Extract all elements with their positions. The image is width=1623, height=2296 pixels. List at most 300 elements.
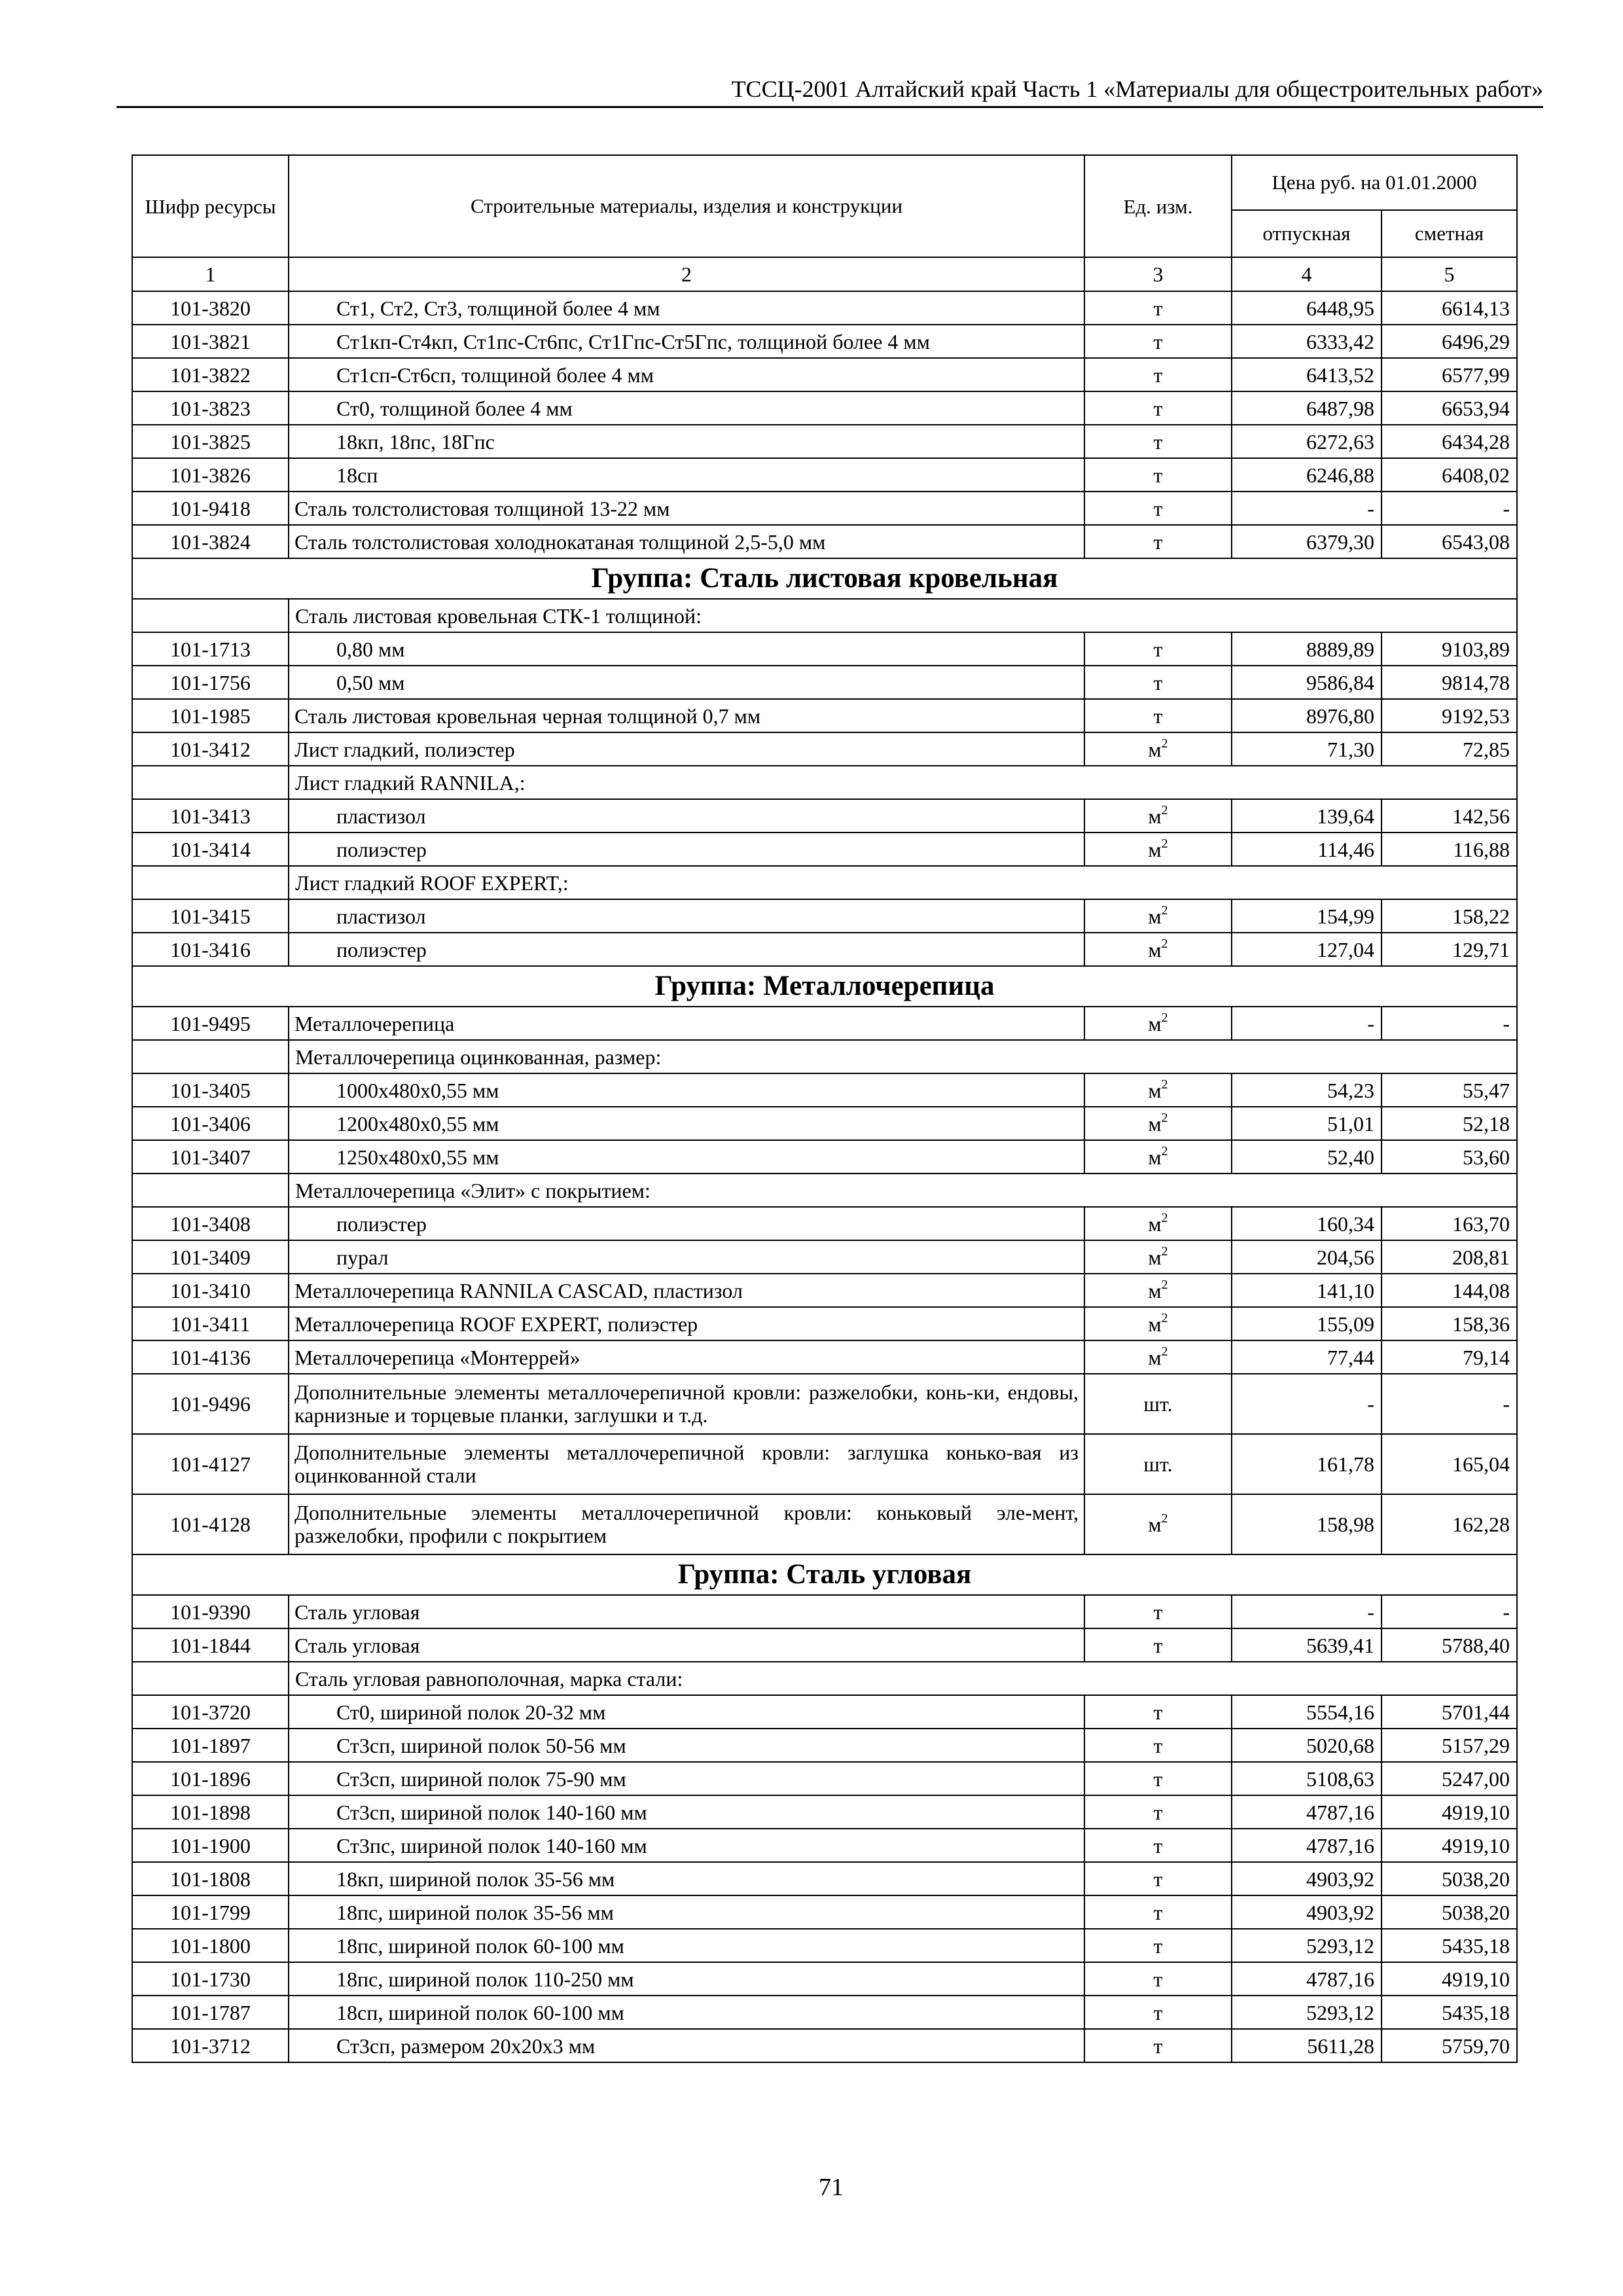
- price-estimate: 5247,00: [1382, 1762, 1517, 1795]
- header-code: Шифр ресурсы: [132, 155, 289, 257]
- table-row: [132, 1307, 1517, 1340]
- unit: [1084, 1307, 1232, 1340]
- table-row: [132, 1895, 1517, 1929]
- price-estimate: 142,56: [1382, 799, 1517, 833]
- unit: [1084, 458, 1232, 492]
- price-estimate: 6614,13: [1382, 291, 1517, 325]
- material-name: 18сп, шириной полок 60-100 мм: [289, 1996, 1084, 2029]
- table-row: [132, 1274, 1517, 1307]
- unit-text: т: [1153, 1867, 1163, 1891]
- material-name: Металлочерепица: [289, 1007, 1084, 1040]
- material-name: 1200x480x0,55 мм: [289, 1107, 1084, 1140]
- material-name: 18пс, шириной полок 35-56 мм: [289, 1895, 1084, 1929]
- price-estimate: 116,88: [1382, 833, 1517, 866]
- resource-code: 101-3407: [132, 1140, 289, 1174]
- unit-exponent: 2: [1161, 1511, 1168, 1526]
- unit: [1084, 1628, 1232, 1662]
- material-name: пластизол: [289, 799, 1084, 833]
- price-wholesale: 6246,88: [1232, 458, 1382, 492]
- price-estimate: 5701,44: [1382, 1695, 1517, 1729]
- table-row: [132, 1962, 1517, 1996]
- resource-code: 101-1787: [132, 1996, 289, 2029]
- unit-text: т: [1153, 429, 1163, 454]
- resource-code: 101-3826: [132, 458, 289, 492]
- price-estimate: 5759,70: [1382, 2029, 1517, 2062]
- price-wholesale: 158,98: [1232, 1494, 1382, 1554]
- material-name: Ст0, толщиной более 4 мм: [289, 391, 1084, 425]
- table-row: [132, 325, 1517, 358]
- unit-text: шт.: [1143, 1452, 1173, 1476]
- material-name: пурал: [289, 1240, 1084, 1274]
- material-name: 18сп: [289, 458, 1084, 492]
- material-name: Металлочерепица «Монтеррей»: [289, 1340, 1084, 1374]
- resource-code: 101-3823: [132, 391, 289, 425]
- unit: [1084, 425, 1232, 458]
- unit-text: м: [1148, 1111, 1162, 1136]
- unit-exponent: 2: [1161, 1277, 1168, 1292]
- unit: [1084, 1494, 1232, 1554]
- resource-code: 101-3712: [132, 2029, 289, 2062]
- unit: [1084, 1795, 1232, 1829]
- price-estimate: 4919,10: [1382, 1962, 1517, 1996]
- unit-exponent: 2: [1161, 1110, 1168, 1125]
- unit-text: т: [1153, 2000, 1163, 2024]
- subheading-row: [132, 1040, 1517, 1073]
- price-wholesale: 154,99: [1232, 899, 1382, 933]
- unit-exponent: 2: [1161, 1010, 1168, 1025]
- resource-code: 101-3411: [132, 1307, 289, 1340]
- price-wholesale: 6379,30: [1232, 525, 1382, 558]
- material-name: Сталь толстолистовая толщиной 13-22 мм: [289, 492, 1084, 525]
- material-name: 18пс, шириной полок 60-100 мм: [289, 1929, 1084, 1962]
- unit: [1084, 1595, 1232, 1628]
- resource-code: 101-3405: [132, 1073, 289, 1107]
- subheading-row: [132, 1174, 1517, 1207]
- material-name: 1250x480x0,55 мм: [289, 1140, 1084, 1174]
- price-estimate: 5038,20: [1382, 1862, 1517, 1895]
- price-wholesale: 54,23: [1232, 1073, 1382, 1107]
- price-estimate: -: [1382, 492, 1517, 525]
- material-name: Сталь угловая: [289, 1595, 1084, 1628]
- group-heading-row: [132, 558, 1517, 599]
- unit-exponent: 2: [1161, 802, 1168, 817]
- material-name: Ст1кп-Ст4кп, Ст1пс-Ст6пс, Ст1Гпс-Ст5Гпс, толщиной более 4 мм: [289, 325, 1084, 358]
- material-name: Дополнительные элементы металлочерепичной кровли: коньковый эле-мент, разжелобки, профили с покрытием: [289, 1494, 1084, 1554]
- unit: [1084, 632, 1232, 666]
- unit: [1084, 1862, 1232, 1895]
- price-wholesale: 5108,63: [1232, 1762, 1382, 1795]
- price-estimate: 129,71: [1382, 933, 1517, 966]
- unit: [1084, 1007, 1232, 1040]
- material-name: Дополнительные элементы металлочерепичной кровли: заглушка конько-вая из оцинкованной стали: [289, 1434, 1084, 1494]
- table-row: [132, 391, 1517, 425]
- unit: [1084, 525, 1232, 558]
- price-estimate: 208,81: [1382, 1240, 1517, 1274]
- price-estimate: 5435,18: [1382, 1996, 1517, 2029]
- group-heading: Группа: Сталь листовая кровельная: [132, 558, 1517, 599]
- resource-code: 101-9390: [132, 1595, 289, 1628]
- unit-text: т: [1153, 496, 1163, 520]
- unit-exponent: 2: [1161, 1310, 1168, 1325]
- unit-text: т: [1153, 1967, 1163, 1991]
- price-wholesale: 5639,41: [1232, 1628, 1382, 1662]
- table-row: [132, 1729, 1517, 1762]
- price-estimate: 55,47: [1382, 1073, 1517, 1107]
- unit-text: т: [1153, 1900, 1163, 1924]
- table-row: [132, 492, 1517, 525]
- unit: [1084, 1073, 1232, 1107]
- price-estimate: 6543,08: [1382, 525, 1517, 558]
- material-name: Металлочерепица RANNILA CASCAD, пластизол: [289, 1274, 1084, 1307]
- unit-text: т: [1153, 1600, 1163, 1624]
- price-wholesale: 5020,68: [1232, 1729, 1382, 1762]
- unit: [1084, 1929, 1232, 1962]
- price-table: [132, 154, 1518, 2063]
- price-estimate: 9814,78: [1382, 666, 1517, 699]
- header-wholesale: отпускная: [1232, 210, 1382, 257]
- table-row: [132, 1762, 1517, 1795]
- price-estimate: 9103,89: [1382, 632, 1517, 666]
- table-row: [132, 632, 1517, 666]
- unit: [1084, 1962, 1232, 1996]
- table-row: [132, 899, 1517, 933]
- resource-code: 101-4127: [132, 1434, 289, 1494]
- unit: [1084, 2029, 1232, 2062]
- unit: [1084, 391, 1232, 425]
- unit-text: т: [1153, 637, 1163, 661]
- subheading: Сталь угловая равнополочная, марка стали:: [132, 1662, 1517, 1695]
- resource-code: 101-4136: [132, 1340, 289, 1374]
- table-row: [132, 1628, 1517, 1662]
- price-estimate: -: [1382, 1595, 1517, 1628]
- unit: [1084, 1240, 1232, 1274]
- price-wholesale: -: [1232, 1007, 1382, 1040]
- resource-code: 101-3414: [132, 833, 289, 866]
- unit-text: т: [1153, 1733, 1163, 1757]
- table-row: [132, 833, 1517, 866]
- subheading: Лист гладкий ROOF EXPERT,:: [132, 866, 1517, 899]
- subheading: Сталь листовая кровельная СТК-1 толщиной:: [132, 599, 1517, 632]
- table-row: [132, 291, 1517, 325]
- resource-code: 101-1713: [132, 632, 289, 666]
- unit-exponent: 2: [1161, 1143, 1168, 1158]
- price-estimate: 6408,02: [1382, 458, 1517, 492]
- unit-text: т: [1153, 296, 1163, 320]
- group-heading-row: [132, 966, 1517, 1007]
- price-estimate: 5435,18: [1382, 1929, 1517, 1962]
- table-row: [132, 1207, 1517, 1240]
- material-name: полиэстер: [289, 833, 1084, 866]
- resource-code: 101-1844: [132, 1628, 289, 1662]
- resource-code: 101-1985: [132, 699, 289, 732]
- page-number: 71: [819, 2174, 844, 2201]
- price-wholesale: 6448,95: [1232, 291, 1382, 325]
- table-row: [132, 2029, 1517, 2062]
- price-wholesale: 4903,92: [1232, 1862, 1382, 1895]
- group-heading: Группа: Сталь угловая: [132, 1554, 1517, 1595]
- unit-text: т: [1153, 1700, 1163, 1724]
- unit-exponent: 2: [1161, 1077, 1168, 1092]
- header-colnum: 1: [132, 257, 289, 291]
- table-row: [132, 458, 1517, 492]
- resource-code: 101-1896: [132, 1762, 289, 1795]
- unit: [1084, 1695, 1232, 1729]
- price-estimate: 79,14: [1382, 1340, 1517, 1374]
- price-estimate: 53,60: [1382, 1140, 1517, 1174]
- unit-text: м: [1148, 1513, 1162, 1536]
- unit: [1084, 1762, 1232, 1795]
- material-name: Ст3сп, шириной полок 50-56 мм: [289, 1729, 1084, 1762]
- unit: [1084, 933, 1232, 966]
- header-estimate: сметная: [1382, 210, 1517, 257]
- table-row: [132, 1862, 1517, 1895]
- unit: [1084, 291, 1232, 325]
- unit-text: т: [1153, 1933, 1163, 1958]
- unit-text: м: [1148, 1312, 1162, 1336]
- unit-text: м: [1148, 1078, 1162, 1102]
- header-price: Цена руб. на 01.01.2000: [1232, 155, 1517, 210]
- price-estimate: 165,04: [1382, 1434, 1517, 1494]
- price-estimate: 6496,29: [1382, 325, 1517, 358]
- running-header: ТССЦ-2001 Алтайский край Часть 1 «Материалы для общестроительных работ»: [116, 73, 1543, 108]
- price-estimate: 162,28: [1382, 1494, 1517, 1554]
- resource-code: 101-3408: [132, 1207, 289, 1240]
- resource-code: 101-3825: [132, 425, 289, 458]
- table-row: [132, 1107, 1517, 1140]
- table-row: [132, 358, 1517, 391]
- unit-text: м: [1148, 1345, 1162, 1369]
- header-unit: Ед. изм.: [1084, 155, 1232, 257]
- unit-text: т: [1153, 670, 1163, 694]
- resource-code: 101-3413: [132, 799, 289, 833]
- unit: [1084, 1996, 1232, 2029]
- price-estimate: 5157,29: [1382, 1729, 1517, 1762]
- material-name: Металлочерепица ROOF EXPERT, полиэстер: [289, 1307, 1084, 1340]
- price-wholesale: -: [1232, 1595, 1382, 1628]
- unit: [1084, 1207, 1232, 1240]
- unit: [1084, 1340, 1232, 1374]
- group-heading: Группа: Металлочерепица: [132, 966, 1517, 1007]
- resource-code: 101-3820: [132, 291, 289, 325]
- material-name: 18пс, шириной полок 110-250 мм: [289, 1962, 1084, 1996]
- price-wholesale: 139,64: [1232, 799, 1382, 833]
- table-row: [132, 1007, 1517, 1040]
- price-wholesale: 6413,52: [1232, 358, 1382, 391]
- subheading-row: [132, 1662, 1517, 1695]
- price-estimate: -: [1382, 1007, 1517, 1040]
- resource-code: 101-9496: [132, 1374, 289, 1434]
- material-name: 18кп, 18пс, 18Гпс: [289, 425, 1084, 458]
- material-name: Ст1сп-Ст6сп, толщиной более 4 мм: [289, 358, 1084, 391]
- resource-code: 101-3412: [132, 732, 289, 766]
- resource-code: 101-3821: [132, 325, 289, 358]
- price-wholesale: 160,34: [1232, 1207, 1382, 1240]
- price-wholesale: 5554,16: [1232, 1695, 1382, 1729]
- group-heading-row: [132, 1554, 1517, 1595]
- table-row: [132, 1929, 1517, 1962]
- material-name: полиэстер: [289, 1207, 1084, 1240]
- unit: [1084, 1895, 1232, 1929]
- price-wholesale: 5293,12: [1232, 1996, 1382, 2029]
- subheading-row: [132, 866, 1517, 899]
- price-wholesale: 51,01: [1232, 1107, 1382, 1140]
- price-wholesale: 6272,63: [1232, 425, 1382, 458]
- material-name: Сталь толстолистовая холоднокатаная толщиной 2,5-5,0 мм: [289, 525, 1084, 558]
- price-estimate: 5038,20: [1382, 1895, 1517, 1929]
- unit-text: т: [1153, 463, 1163, 487]
- material-name: Лист гладкий, полиэстер: [289, 732, 1084, 766]
- table-row: [132, 699, 1517, 732]
- table-row: [132, 1374, 1517, 1434]
- material-name: Ст1, Ст2, Ст3, толщиной более 4 мм: [289, 291, 1084, 325]
- table-row: [132, 425, 1517, 458]
- resource-code: 101-3410: [132, 1274, 289, 1307]
- price-wholesale: 161,78: [1232, 1434, 1382, 1494]
- material-name: Ст3сп, шириной полок 75-90 мм: [289, 1762, 1084, 1795]
- unit: [1084, 1140, 1232, 1174]
- unit-text: т: [1153, 1833, 1163, 1857]
- resource-code: 101-1900: [132, 1829, 289, 1862]
- material-name: 0,50 мм: [289, 666, 1084, 699]
- resource-code: 101-1800: [132, 1929, 289, 1962]
- price-wholesale: 5293,12: [1232, 1929, 1382, 1962]
- resource-code: 101-1898: [132, 1795, 289, 1829]
- unit-exponent: 2: [1161, 1210, 1168, 1225]
- resource-code: 101-1808: [132, 1862, 289, 1895]
- price-wholesale: 127,04: [1232, 933, 1382, 966]
- price-wholesale: 77,44: [1232, 1340, 1382, 1374]
- unit: [1084, 899, 1232, 933]
- unit-text: т: [1153, 2034, 1163, 2058]
- unit: [1084, 492, 1232, 525]
- unit-text: м: [1148, 1278, 1162, 1302]
- header-colnum: 3: [1084, 257, 1232, 291]
- material-name: пластизол: [289, 899, 1084, 933]
- unit-exponent: 2: [1161, 936, 1168, 951]
- resource-code: 101-3822: [132, 358, 289, 391]
- price-wholesale: 4787,16: [1232, 1962, 1382, 1996]
- price-wholesale: -: [1232, 492, 1382, 525]
- unit-text: т: [1153, 363, 1163, 387]
- resource-code: 101-3406: [132, 1107, 289, 1140]
- resource-code: 101-9495: [132, 1007, 289, 1040]
- unit-exponent: 2: [1161, 836, 1168, 851]
- header-colnum: 4: [1232, 257, 1382, 291]
- subheading-row: [132, 766, 1517, 799]
- unit-text: т: [1153, 329, 1163, 353]
- header-colnum: 2: [289, 257, 1084, 291]
- unit-exponent: 2: [1161, 1244, 1168, 1259]
- price-estimate: 4919,10: [1382, 1829, 1517, 1862]
- price-wholesale: 9586,84: [1232, 666, 1382, 699]
- price-wholesale: 4903,92: [1232, 1895, 1382, 1929]
- price-estimate: 52,18: [1382, 1107, 1517, 1140]
- resource-code: 101-3409: [132, 1240, 289, 1274]
- unit: [1084, 1829, 1232, 1862]
- unit-text: т: [1153, 1633, 1163, 1657]
- resource-code: 101-1799: [132, 1895, 289, 1929]
- table-row: [132, 1434, 1517, 1494]
- price-wholesale: 71,30: [1232, 732, 1382, 766]
- price-estimate: 158,36: [1382, 1307, 1517, 1340]
- resource-code: 101-3415: [132, 899, 289, 933]
- table-row: [132, 933, 1517, 966]
- price-wholesale: 5611,28: [1232, 2029, 1382, 2062]
- unit: [1084, 799, 1232, 833]
- unit: [1084, 1274, 1232, 1307]
- price-estimate: 6577,99: [1382, 358, 1517, 391]
- subheading-row: [132, 599, 1517, 632]
- material-name: Сталь угловая: [289, 1628, 1084, 1662]
- unit: [1084, 833, 1232, 866]
- table-row: [132, 1340, 1517, 1374]
- unit: [1084, 1374, 1232, 1434]
- material-name: 0,80 мм: [289, 632, 1084, 666]
- unit-text: м: [1148, 1011, 1162, 1035]
- material-name: 18кп, шириной полок 35-56 мм: [289, 1862, 1084, 1895]
- material-name: 1000x480x0,55 мм: [289, 1073, 1084, 1107]
- price-wholesale: -: [1232, 1374, 1382, 1434]
- price-estimate: -: [1382, 1374, 1517, 1434]
- material-name: Дополнительные элементы металлочерепичной кровли: разжелобки, конь-ки, ендовы, карнизные и торцевые планки, заглушки и т.д.: [289, 1374, 1084, 1434]
- unit-text: м: [1148, 1211, 1162, 1236]
- table-row: [132, 1996, 1517, 2029]
- material-name: Сталь листовая кровельная черная толщиной 0,7 мм: [289, 699, 1084, 732]
- unit-text: т: [1153, 529, 1163, 554]
- unit-text: м: [1148, 837, 1162, 861]
- price-estimate: 72,85: [1382, 732, 1517, 766]
- price-wholesale: 6487,98: [1232, 391, 1382, 425]
- price-wholesale: 4787,16: [1232, 1829, 1382, 1862]
- material-name: Ст3сп, шириной полок 140-160 мм: [289, 1795, 1084, 1829]
- resource-code: 101-3824: [132, 525, 289, 558]
- resource-code: 101-9418: [132, 492, 289, 525]
- table-row: [132, 525, 1517, 558]
- material-name: Ст0, шириной полок 20-32 мм: [289, 1695, 1084, 1729]
- unit-exponent: 2: [1161, 1344, 1168, 1359]
- price-estimate: 9192,53: [1382, 699, 1517, 732]
- unit: [1084, 1434, 1232, 1494]
- unit: [1084, 1729, 1232, 1762]
- price-estimate: 163,70: [1382, 1207, 1517, 1240]
- unit-text: т: [1153, 396, 1163, 420]
- unit-text: м: [1148, 1245, 1162, 1269]
- resource-code: 101-3416: [132, 933, 289, 966]
- resource-code: 101-1897: [132, 1729, 289, 1762]
- price-wholesale: 204,56: [1232, 1240, 1382, 1274]
- unit: [1084, 1107, 1232, 1140]
- table-row: [132, 1073, 1517, 1107]
- unit-text: м: [1148, 737, 1162, 761]
- price-wholesale: 141,10: [1232, 1274, 1382, 1307]
- header-name: Строительные материалы, изделия и конструкции: [289, 155, 1084, 257]
- price-estimate: 4919,10: [1382, 1795, 1517, 1829]
- price-estimate: 6434,28: [1382, 425, 1517, 458]
- price-estimate: 6653,94: [1382, 391, 1517, 425]
- table-row: [132, 799, 1517, 833]
- unit: [1084, 699, 1232, 732]
- price-wholesale: 6333,42: [1232, 325, 1382, 358]
- price-wholesale: 155,09: [1232, 1307, 1382, 1340]
- unit-text: т: [1153, 704, 1163, 728]
- table-row: [132, 732, 1517, 766]
- subheading: Лист гладкий RANNILA,:: [132, 766, 1517, 799]
- price-wholesale: 114,46: [1232, 833, 1382, 866]
- table-row: [132, 1240, 1517, 1274]
- unit-text: м: [1148, 937, 1162, 961]
- table-row: [132, 1695, 1517, 1729]
- unit: [1084, 732, 1232, 766]
